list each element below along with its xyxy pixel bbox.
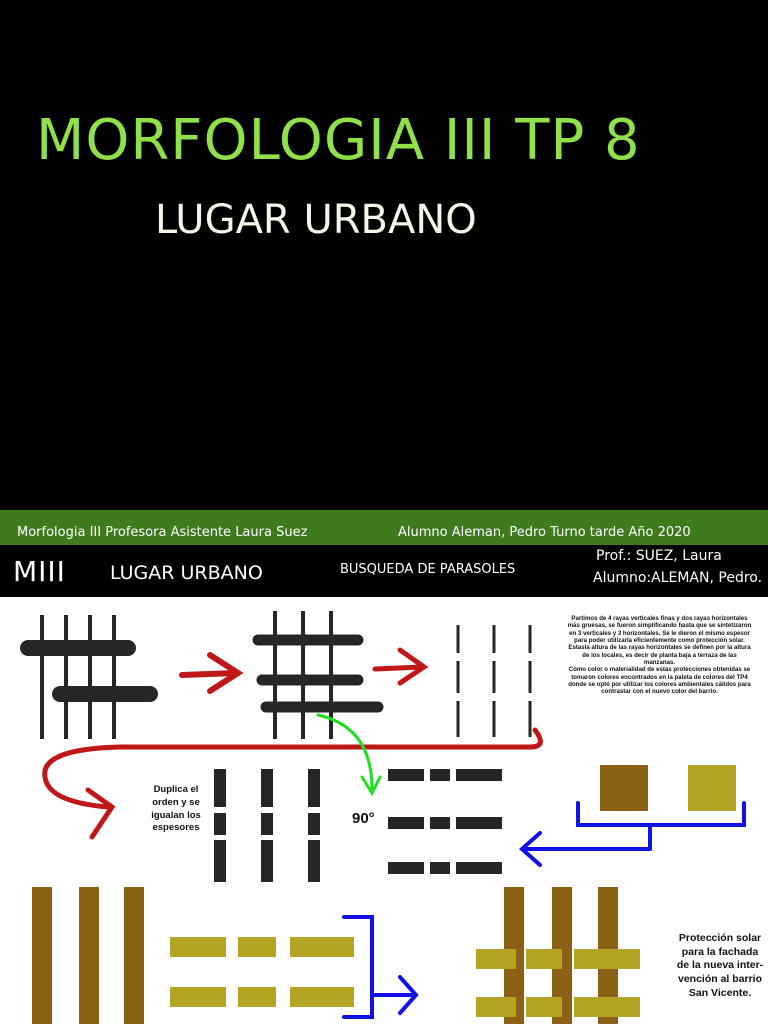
course-logo: MIII [13, 555, 66, 588]
duplica-note: Duplica el orden y se igualan los espesores [151, 784, 201, 834]
process-paragraph-2-lead: Como color o materialidad [568, 666, 646, 674]
grid-original [28, 615, 150, 739]
blue-bracket-arrow-1 [522, 803, 744, 865]
process-paragraph-2: de estas protecciones obtenidas se tomaron colores encontrados en la paleta de colores del TP4 donde se optó por utilizar los colores ambientales cálidos para contrastar con el nuevo color del barrio. [568, 666, 751, 696]
grid-equal-verticals [214, 769, 320, 882]
green-rotate-arrow [318, 715, 380, 793]
cover-slide [0, 0, 768, 510]
rotation-label: 90° [352, 810, 375, 827]
blue-bracket-arrow-2 [344, 917, 416, 1017]
red-arrow-1 [182, 655, 238, 691]
olive-horizontals [170, 937, 354, 1007]
proteccion-note: Protección solar para la fachada de la nueva inter-vención al barrio San Vicente. [676, 932, 764, 999]
brown-verticals [32, 887, 144, 1024]
grid-rotated-horizontals [388, 769, 502, 874]
swatch-brown [600, 765, 648, 811]
student-name: Alumno:ALEMAN, Pedro. [593, 570, 763, 586]
sheet-section: LUGAR URBANO [110, 562, 263, 584]
process-description [567, 615, 752, 695]
process-paragraph-1: Partimos de 4 rayas verticales finas y dos rayas horizontales más gruesas, se fueron simplificando hasta que se sintetizaron en 3 verticales y 3 horizontales. Se le dieron el mismo espesor para poder utilizarla eficientemente como protección solar. Estasla altura de las rayas horizontales se definen por la altura de los locales, es decir de planta baja a terraza de las manzanas. [567, 615, 752, 666]
swatch-olive [688, 765, 736, 811]
red-arrow-2 [375, 650, 424, 683]
credits-professor: Morfologia III Profesora Asistente Laura Suez [17, 525, 308, 540]
professor-name: Prof.: SUEZ, Laura [596, 548, 722, 564]
cover-title: MORFOLOGIA III TP 8 [36, 108, 641, 173]
color-swatches [600, 765, 736, 811]
sheet-header [0, 545, 768, 597]
cover-subtitle: LUGAR URBANO [155, 197, 477, 243]
grid-simplified [258, 611, 378, 739]
woven-parasol [476, 887, 640, 1024]
credits-bar [0, 510, 768, 545]
grid-dashed-verticals [458, 625, 530, 737]
credits-student: Alumno Aleman, Pedro Turno tarde Año 2020 [398, 525, 691, 540]
sheet-topic: BUSQUEDA DE PARASOLES [340, 562, 516, 577]
